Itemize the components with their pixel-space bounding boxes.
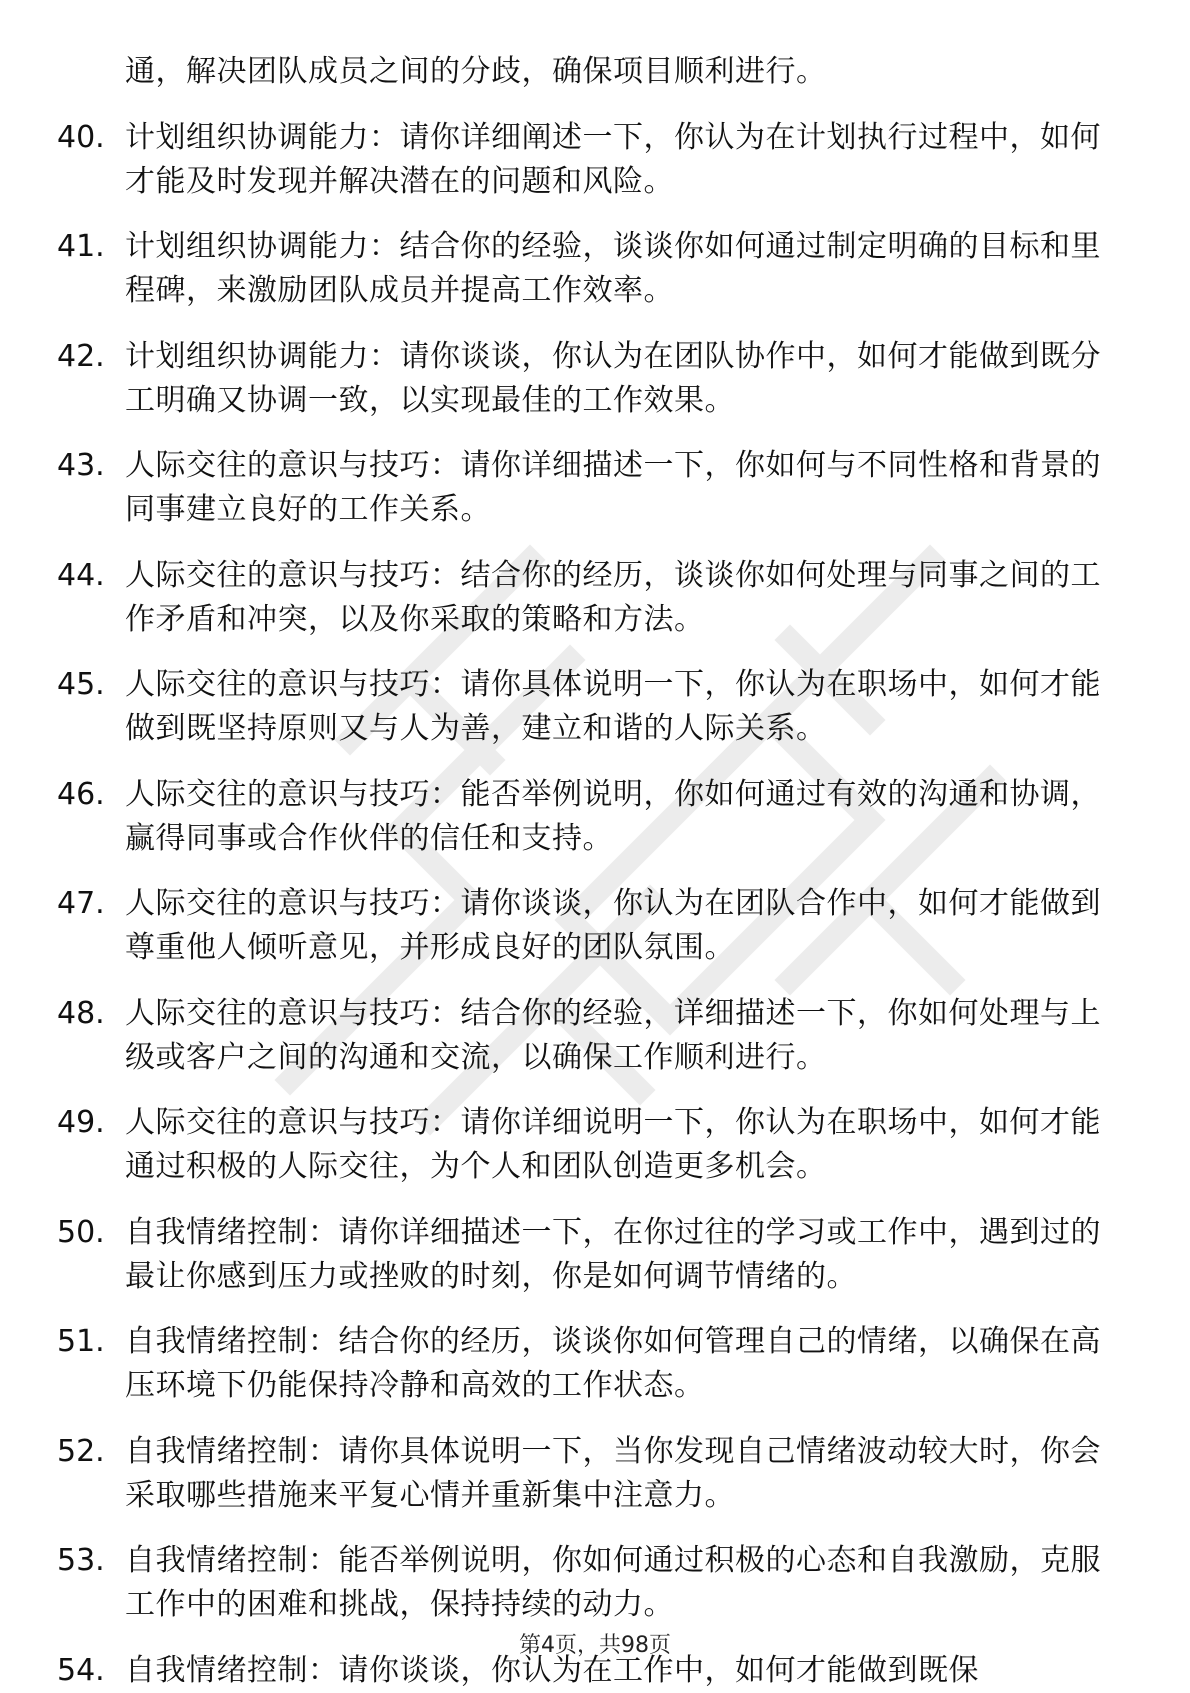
item-text: 自我情绪控制：请你谈谈，你认为在工作中，如何才能做到既保 <box>125 1652 979 1688</box>
item-number: 42. <box>57 338 105 374</box>
item-text: 人际交往的意识与技巧：请你详细描述一下，你如何与不同性格和背景的同事建立良好的工作关系。 <box>125 448 1101 527</box>
item-number: 54. <box>57 1652 105 1688</box>
item-text: 人际交往的意识与技巧：请你详细说明一下，你认为在职场中，如何才能通过积极的人际交往，为个人和团队创造更多机会。 <box>125 1105 1101 1184</box>
list-item <box>57 882 1119 970</box>
item-number: 43. <box>57 448 105 483</box>
item-text: 人际交往的意识与技巧：结合你的经验，详细描述一下，你如何处理与上级或客户之间的沟通和交流，以确保工作顺利进行。 <box>125 995 1101 1075</box>
document-body <box>57 50 1119 1693</box>
list-item <box>57 1539 1119 1627</box>
list-item <box>57 116 1119 204</box>
list-item <box>57 1320 1119 1408</box>
item-number: 51. <box>57 1324 105 1359</box>
item-number: 46. <box>57 776 105 812</box>
list-item <box>57 1101 1119 1189</box>
item-number: 44. <box>57 557 105 593</box>
continuation-text: 通，解决团队成员之间的分歧，确保项目顺利进行。 <box>125 54 827 89</box>
item-text: 计划组织协调能力：结合你的经验，谈谈你如何通过制定明确的目标和里程碑，来激励团队成员并提高工作效率。 <box>125 229 1101 308</box>
list-item <box>57 225 1119 313</box>
list-item <box>57 444 1119 532</box>
page-footer: 第4页，共98页 <box>519 1633 671 1658</box>
item-text: 自我情绪控制：请你具体说明一下，当你发现自己情绪波动较大时，你会采取哪些措施来平复心情并重新集中注意力。 <box>125 1433 1101 1513</box>
item-text: 自我情绪控制：结合你的经历，谈谈你如何管理自己的情绪，以确保在高压环境下仍能保持冷静和高效的工作状态。 <box>125 1324 1101 1403</box>
item-number: 53. <box>57 1543 105 1578</box>
item-number: 49. <box>57 1105 105 1140</box>
item-number: 47. <box>57 886 105 921</box>
item-text: 计划组织协调能力：请你详细阐述一下，你认为在计划执行过程中，如何才能及时发现并解决潜在的问题和风险。 <box>125 119 1101 199</box>
list-item <box>57 554 1119 642</box>
item-number: 48. <box>57 995 105 1031</box>
item-number: 50. <box>57 1214 105 1250</box>
item-text: 人际交往的意识与技巧：请你具体说明一下，你认为在职场中，如何才能做到既坚持原则又与人为善，建立和谐的人际关系。 <box>125 667 1101 746</box>
item-text: 人际交往的意识与技巧：请你谈谈，你认为在团队合作中，如何才能做到尊重他人倾听意见，并形成良好的团队氛围。 <box>125 886 1101 965</box>
item-text: 自我情绪控制：能否举例说明，你如何通过积极的心态和自我激励，克服工作中的困难和挑战，保持持续的动力。 <box>125 1543 1101 1622</box>
item-number: 41. <box>57 229 105 264</box>
list-item <box>57 1211 1119 1299</box>
list-item <box>57 1430 1119 1518</box>
list-item <box>57 992 1119 1080</box>
question-list <box>57 116 1119 1693</box>
item-number: 40. <box>57 119 105 155</box>
item-number: 52. <box>57 1433 105 1469</box>
list-item <box>57 773 1119 861</box>
item-text: 人际交往的意识与技巧：结合你的经历，谈谈你如何处理与同事之间的工作矛盾和冲突，以及你采取的策略和方法。 <box>125 557 1101 637</box>
item-text: 计划组织协调能力：请你谈谈，你认为在团队协作中，如何才能做到既分工明确又协调一致，以实现最佳的工作效果。 <box>125 338 1101 418</box>
item-number: 45. <box>57 667 105 702</box>
list-item <box>57 663 1119 751</box>
list-item <box>57 335 1119 423</box>
item-text: 人际交往的意识与技巧：能否举例说明，你如何通过有效的沟通和协调，赢得同事或合作伙伴的信任和支持。 <box>125 776 1101 856</box>
item-text: 自我情绪控制：请你详细描述一下，在你过往的学习或工作中，遇到过的最让你感到压力或挫败的时刻，你是如何调节情绪的。 <box>125 1214 1101 1294</box>
